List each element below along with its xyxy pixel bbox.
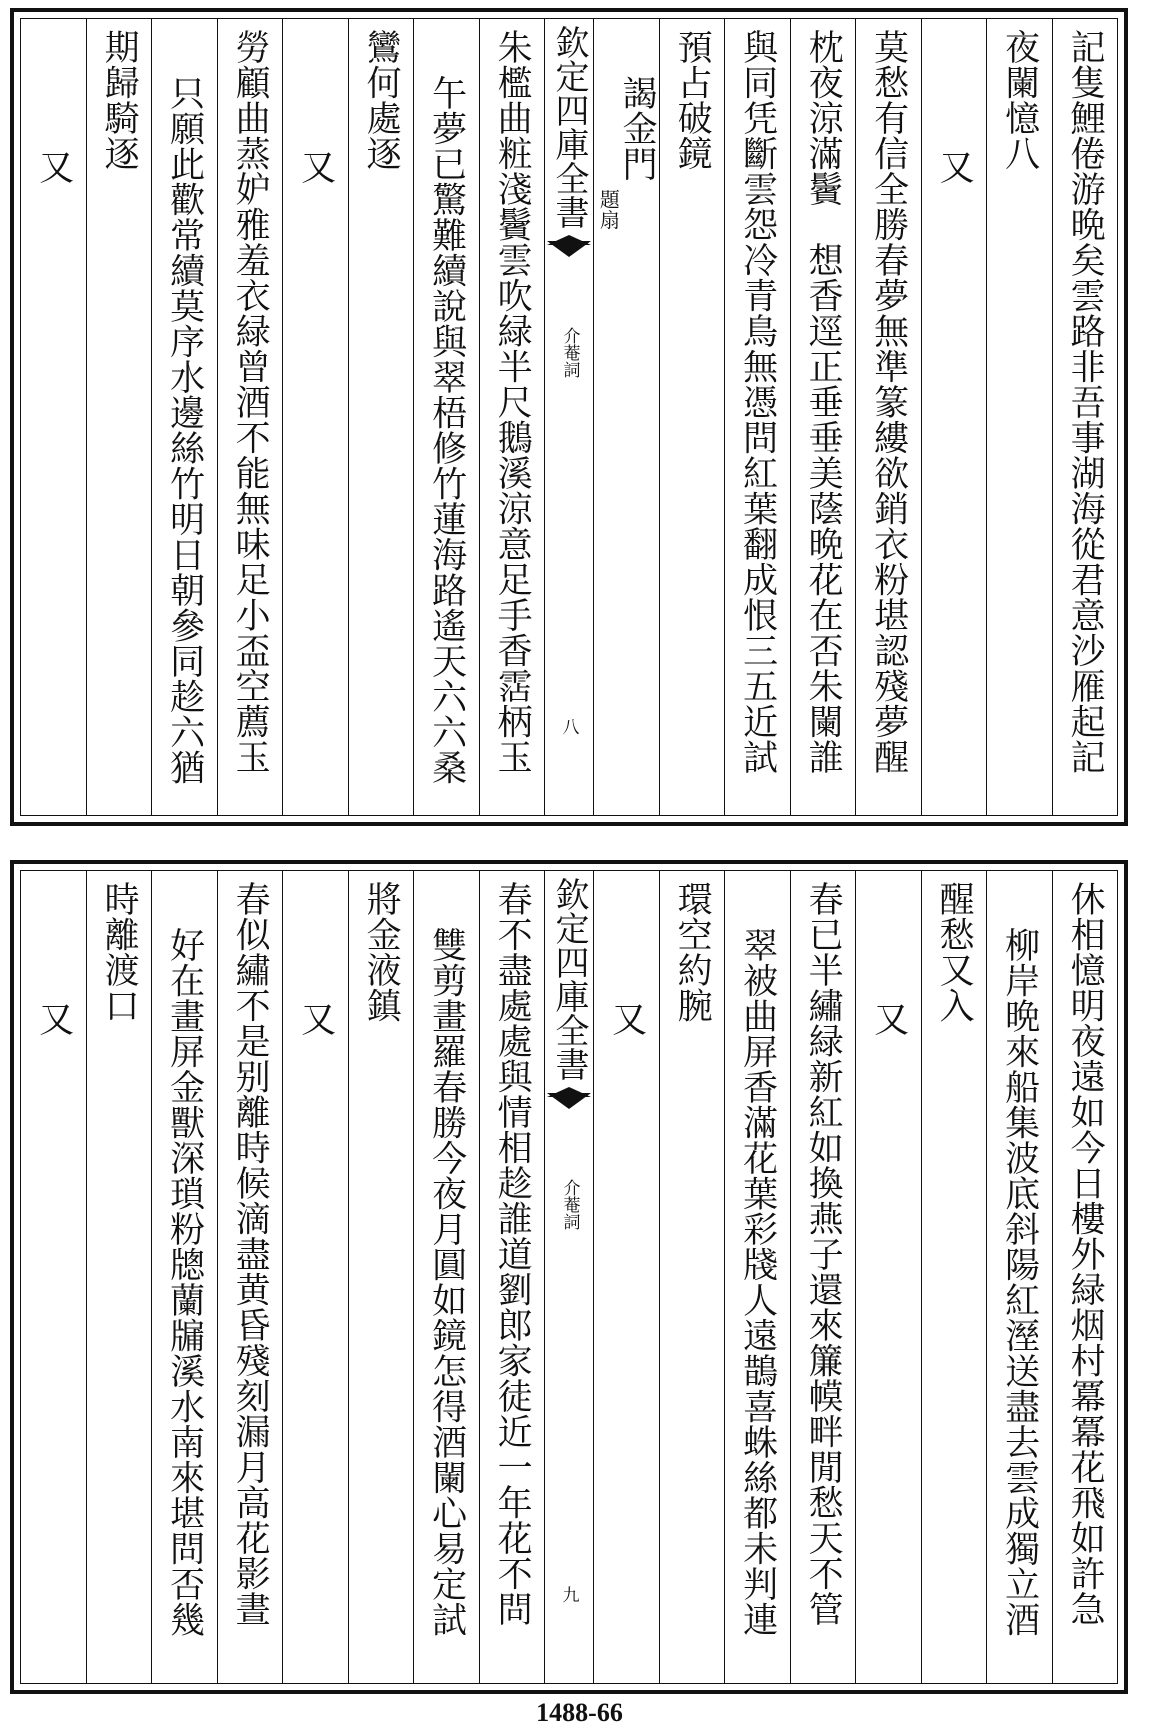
top-center-strip [544,19,593,815]
bottom-text-column [21,871,86,1683]
bottom-text-column [413,871,479,1683]
top-column-subtitle: 題扇 [596,189,621,230]
top-text-column [217,19,283,815]
bottom-text-column [593,871,659,1683]
top-column-text: 又 [934,149,975,185]
bottom-column-text: 春似繡不是别離時候滴盡黄昏殘刻漏月高花影晝 [230,881,271,1627]
bottom-page [10,860,1128,1694]
top-column-text: 只願此歡常續莫序水邊絲竹明日朝參同趁六猶 [164,75,205,785]
top-text-column [348,19,414,815]
top-column-text: 記隻鯉倦游晩矣雲路非吾事湖海從君意沙雁起記 [1065,29,1106,775]
bottom-fishtail-mark [547,1093,591,1109]
top-text-column [986,19,1052,815]
top-column-text: 又 [33,149,74,185]
bottom-center-title: 欽定四庫全書 [549,877,589,1081]
bottom-column-text: 柳岸晩來船集波底斜陽紅溼送盡去雲成獨立酒 [999,927,1040,1637]
top-text-column [282,19,348,815]
top-center-subtitle: 介菴詞 [559,327,580,378]
top-column-text: 與同凭斷雲怨冷青鳥無憑問紅葉翻成恨三五近試 [737,29,778,775]
bottom-text-column [479,871,545,1683]
top-column-text: 夜闌憶八 [999,29,1040,171]
top-column-text: 午夢已驚難續說與翠梧修竹蓮海路遙天六六桑 [426,75,467,785]
top-column-text: 鸞何處逐 [361,29,402,171]
bottom-center-subtitle: 介菴詞 [559,1179,580,1230]
bottom-column-text: 環空約腕 [672,881,713,1023]
top-column-text: 又 [295,149,336,185]
top-text-column [21,19,86,815]
top-text-column [855,19,921,815]
top-text-column [724,19,790,815]
top-text-column [1052,19,1118,815]
top-column-text: 枕夜涼滿鬢 想香逕正垂垂美蔭晩花在否朱闌誰 [803,29,844,775]
bottom-column-text: 春不盡處處與情相趁誰道劉郎家徒近一年花不問 [492,881,533,1627]
bottom-column-text: 好在畫屏金獸深瑣粉牕蘭牖溪水南來堪問否幾 [164,927,205,1637]
top-column-text: 勞顧曲蒸妒雅羞衣緑曾酒不能無味足小盃空薦玉 [230,29,271,775]
bottom-text-column [986,871,1052,1683]
top-text-column [413,19,479,815]
top-text-column [659,19,725,815]
top-text-column [790,19,856,815]
top-text-column [151,19,217,815]
top-column-text: 謁金門 [617,75,658,182]
bottom-text-column [855,871,921,1683]
bottom-text-column [790,871,856,1683]
bottom-column-text: 春已半繡緑新紅如換燕子還來簾幙畔閒愁天不管 [803,881,844,1627]
top-text-column [921,19,987,815]
bottom-text-column [659,871,725,1683]
top-column-text: 莫愁有信全勝春夢無準篆縷欲銷衣粉堪認殘夢醒 [868,29,909,775]
bottom-column-text: 又 [295,1001,336,1037]
top-column-text: 預占破鏡 [672,29,713,171]
top-text-column [479,19,545,815]
bottom-column-text: 醒愁又入 [934,881,975,1023]
bottom-column-text: 將金液鎮 [361,881,402,1023]
bottom-text-column [151,871,217,1683]
top-column-text: 期歸騎逐 [99,29,140,171]
bottom-text-column [724,871,790,1683]
top-center-title: 欽定四庫全書 [549,25,589,229]
bottom-column-text: 又 [868,1001,909,1037]
bottom-column-text: 休相憶明夜遠如今日樓外緑烟村冪冪花飛如許急 [1065,881,1106,1627]
top-text-column [86,19,152,815]
bottom-text-column [1052,871,1118,1683]
bottom-center-strip [544,871,593,1683]
page-footer-code: 1488-66 [536,1698,623,1727]
bottom-center-page-number: 九 [558,1586,579,1603]
bottom-text-column [217,871,283,1683]
bottom-column-text: 時離渡口 [99,881,140,1023]
bottom-text-column [348,871,414,1683]
bottom-column-text: 翠被曲屏香滿花葉彩牋人遠鵲喜蛛絲都未判連 [737,927,778,1637]
top-column-text: 朱檻曲粧淺鬢雲吹緑半尺鵝溪涼意足手香霑柄玉 [492,29,533,775]
top-page-columns [20,18,1118,816]
top-fishtail-mark [547,241,591,257]
bottom-text-column [86,871,152,1683]
bottom-text-column [282,871,348,1683]
bottom-page-columns [20,870,1118,1684]
bottom-column-text: 又 [33,1001,74,1037]
bottom-column-text: 又 [606,1001,647,1037]
top-text-column [593,19,659,815]
bottom-text-column [921,871,987,1683]
bottom-column-text: 雙剪畫羅春勝今夜月圓如鏡怎得酒闌心易定試 [426,927,467,1637]
top-center-page-number: 八 [558,718,579,735]
top-page [10,8,1128,826]
